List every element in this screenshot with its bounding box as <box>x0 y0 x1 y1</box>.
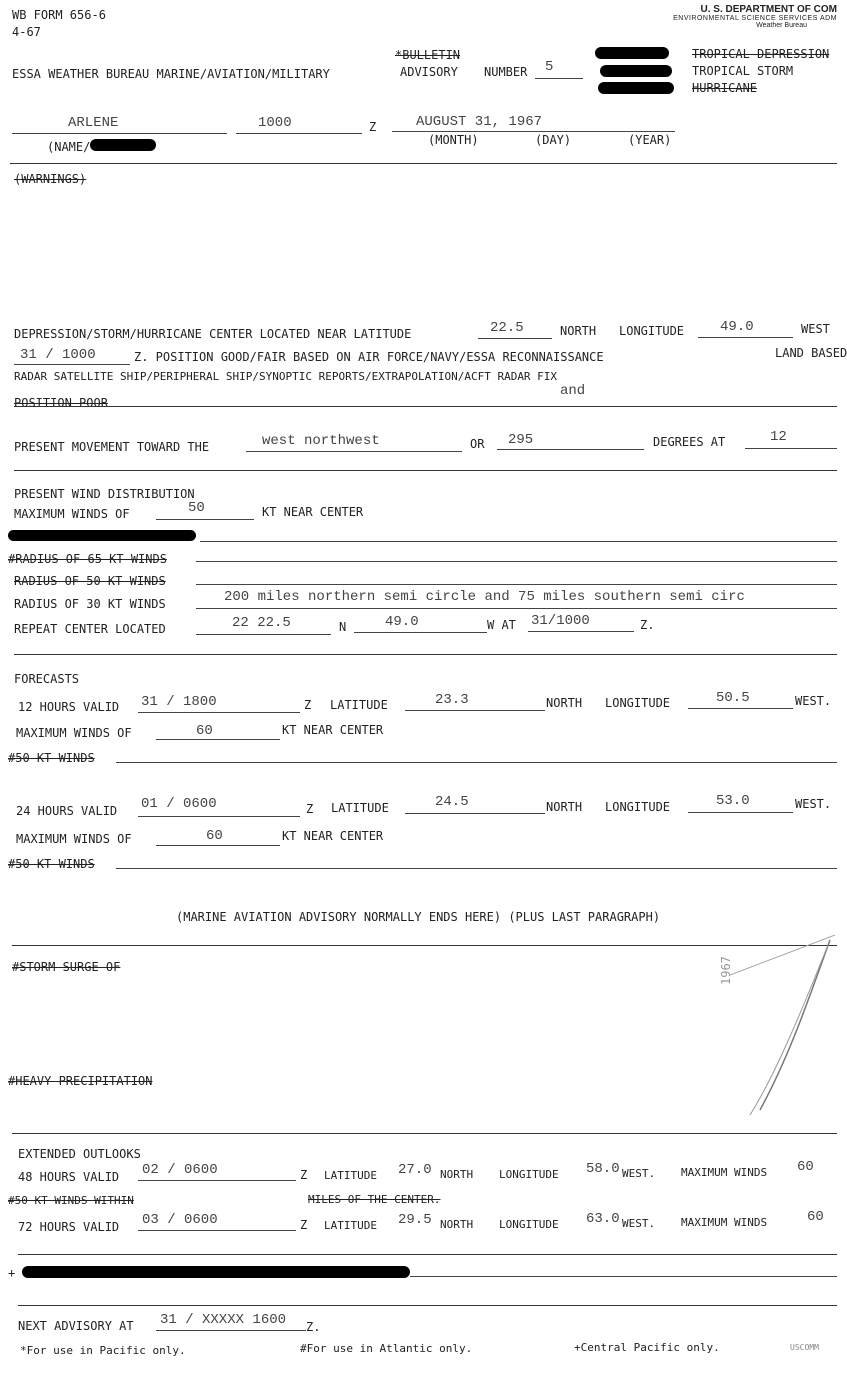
month-label: (MONTH) <box>428 133 479 147</box>
kt-near-center: KT NEAR CENTER <box>282 829 384 843</box>
center-datetime: 31 / 1000 <box>20 347 96 363</box>
advisory-label: ADVISORY <box>400 65 458 79</box>
center-longitude: 49.0 <box>720 319 754 335</box>
svg-text:1967: 1967 <box>719 956 733 985</box>
number-label: NUMBER <box>484 65 528 79</box>
longitude-label: LONGITUDE <box>499 1168 559 1181</box>
max-winds-value: 50 <box>188 500 205 516</box>
z-label: Z <box>300 1168 308 1182</box>
west-label: WEST. <box>622 1217 656 1230</box>
z-label: Z. <box>640 618 655 632</box>
kt-near-center: KT NEAR CENTER <box>282 723 384 737</box>
footnote-central-pacific: +Central Pacific only. <box>574 1341 720 1354</box>
advisory-time: 1000 <box>258 115 292 131</box>
type-depression: TROPICAL DEPRESSION <box>692 47 830 61</box>
repeat-center-label: REPEAT CENTER LOCATED <box>14 622 166 636</box>
advisory-number: 5 <box>545 59 554 75</box>
latitude-label: LATITUDE <box>330 698 388 712</box>
o48-max-winds: 60 <box>797 1159 814 1175</box>
latitude-label: LATITUDE <box>324 1169 377 1182</box>
n-label: N <box>339 620 347 634</box>
z-label: Z <box>304 698 312 712</box>
f12-label: 12 HOURS VALID <box>18 700 120 714</box>
o72-label: 72 HOURS VALID <box>18 1220 120 1234</box>
movement-label: PRESENT MOVEMENT TOWARD THE <box>14 440 210 454</box>
dept-line2: ENVIRONMENTAL SCIENCE SERVICES ADM <box>673 15 837 22</box>
f12-max-winds: 60 <box>196 723 213 739</box>
latitude-label: LATITUDE <box>324 1219 377 1232</box>
center-location-label: DEPRESSION/STORM/HURRICANE CENTER LOCATED NEAR LATITUDE <box>14 327 412 341</box>
forecasts-title: FORECASTS <box>14 672 80 686</box>
repeat-datetime: 31/1000 <box>531 613 590 629</box>
kt-near-center: KT NEAR CENTER <box>262 505 364 519</box>
repeat-latitude: 22 22.5 <box>232 615 291 631</box>
north-label: NORTH <box>546 800 583 814</box>
radius-50-label: RADIUS OF 50 KT WINDS <box>14 574 166 588</box>
north-label: NORTH <box>440 1168 474 1181</box>
bureau-line: ESSA WEATHER BUREAU MARINE/AVIATION/MILITARY <box>12 67 330 81</box>
north-label: NORTH <box>440 1218 474 1231</box>
max-winds-label: MAXIMUM WINDS <box>681 1216 768 1229</box>
max-winds-label: MAXIMUM WINDS <box>681 1166 768 1179</box>
storm-name: ARLENE <box>68 115 119 131</box>
department-header <box>673 4 837 29</box>
o72-max-winds: 60 <box>807 1209 824 1225</box>
f24-winds-label: #50 KT WINDS <box>8 857 95 871</box>
land-based-label: LAND BASED <box>775 346 847 360</box>
extended-title: EXTENDED OUTLOOKS <box>18 1147 141 1161</box>
west-label: WEST <box>801 322 830 336</box>
latitude-label: LATITUDE <box>331 801 389 815</box>
type-hurricane: HURRICANE <box>692 81 758 95</box>
or-label: OR <box>470 437 485 451</box>
redaction <box>595 47 669 59</box>
warnings-label: (WARNINGS) <box>14 172 87 186</box>
next-advisory-label: NEXT ADVISORY AT <box>18 1319 134 1333</box>
miles-of-center-label: MILES OF THE CENTER. <box>308 1193 441 1206</box>
day-label: (DAY) <box>535 133 572 147</box>
handwritten-marks <box>690 935 837 1120</box>
dept-line3: Weather Bureau <box>756 22 807 29</box>
dept-line1: U. S. DEPARTMENT OF COM <box>700 4 837 15</box>
o48-latitude: 27.0 <box>398 1162 432 1178</box>
longitude-label: LONGITUDE <box>619 324 685 338</box>
plus-marker: + <box>8 1266 16 1280</box>
z-label: Z <box>369 120 377 134</box>
redaction <box>598 82 674 94</box>
form-id: WB FORM 656-6 <box>12 8 106 22</box>
type-storm: TROPICAL STORM <box>692 64 794 78</box>
f12-datetime: 31 / 1800 <box>141 694 217 710</box>
radius-30-label: RADIUS OF 30 KT WINDS <box>14 597 166 611</box>
longitude-label: LONGITUDE <box>499 1218 559 1231</box>
z-label: Z. <box>306 1320 321 1334</box>
radius-30-value: 200 miles northern semi circle and 75 miles southern semi circ <box>224 589 745 605</box>
f24-label: 24 HOURS VALID <box>16 804 118 818</box>
position-sources: RADAR SATELLITE SHIP/PERIPHERAL SHIP/SYNOPTIC REPORTS/EXTRAPOLATION/ACFT RADAR FIX <box>14 370 558 383</box>
f24-max-winds: 60 <box>206 828 223 844</box>
o72-longitude: 63.0 <box>586 1211 620 1227</box>
f24-datetime: 01 / 0600 <box>141 796 217 812</box>
wind-distribution-label: PRESENT WIND DISTRIBUTION <box>14 487 195 501</box>
movement-direction: west northwest <box>262 433 380 449</box>
position-poor: POSITION POOR <box>14 396 108 410</box>
o48-datetime: 02 / 0600 <box>142 1162 218 1178</box>
footnote-atlantic: #For use in Atlantic only. <box>300 1342 473 1355</box>
redaction <box>600 65 672 77</box>
west-label: WEST. <box>795 694 832 708</box>
z-label: Z <box>300 1218 308 1232</box>
f24-latitude: 24.5 <box>435 794 469 810</box>
movement-speed: 12 <box>770 429 787 445</box>
repeat-longitude: 49.0 <box>385 614 419 630</box>
north-label: NORTH <box>560 324 597 338</box>
marine-note: (MARINE AVIATION ADVISORY NORMALLY ENDS HERE) (PLUS LAST PARAGRAPH) <box>176 910 661 924</box>
o48-longitude: 58.0 <box>586 1161 620 1177</box>
f12-longitude: 50.5 <box>716 690 750 706</box>
o72-datetime: 03 / 0600 <box>142 1212 218 1228</box>
f12-latitude: 23.3 <box>435 692 469 708</box>
position-basis: Z. POSITION GOOD/FAIR BASED ON AIR FORCE/NAVY/ESSA RECONNAISSANCE <box>134 350 604 364</box>
footnote-pacific: *For use in Pacific only. <box>20 1344 186 1357</box>
degrees-at-label: DEGREES AT <box>653 435 726 449</box>
year-label: (YEAR) <box>628 133 672 147</box>
max-winds-label: MAXIMUM WINDS OF <box>16 832 132 846</box>
uscomm-code: USCOMM <box>790 1343 819 1352</box>
west-label: WEST. <box>795 797 832 811</box>
redaction <box>22 1266 410 1278</box>
name-label: (NAME/ <box>47 140 91 154</box>
advisory-date: AUGUST 31, 1967 <box>416 114 543 130</box>
f24-longitude: 53.0 <box>716 793 750 809</box>
winds-within-label: #50 KT WINDS WITHIN <box>8 1194 134 1207</box>
radius-65-label: #RADIUS OF 65 KT WINDS <box>8 552 167 566</box>
bulletin-label: *BULLETIN <box>395 48 461 62</box>
z-label: Z <box>306 802 314 816</box>
f12-winds-label: #50 KT WINDS <box>8 751 95 765</box>
west-label: WEST. <box>622 1167 656 1180</box>
o72-latitude: 29.5 <box>398 1212 432 1228</box>
max-winds-label: MAXIMUM WINDS OF <box>16 726 132 740</box>
next-advisory-time: 31 / XXXXX 1600 <box>160 1312 287 1328</box>
w-at-label: W AT <box>487 618 516 632</box>
redaction <box>90 139 156 151</box>
form-date: 4-67 <box>12 25 41 39</box>
storm-surge-label: #STORM SURGE OF <box>12 960 121 974</box>
and-note: and <box>560 383 586 399</box>
movement-degrees: 295 <box>508 432 534 448</box>
o48-label: 48 HOURS VALID <box>18 1170 120 1184</box>
heavy-precipitation-label: #HEAVY PRECIPITATION <box>8 1074 153 1088</box>
longitude-label: LONGITUDE <box>605 696 671 710</box>
center-latitude: 22.5 <box>490 320 524 336</box>
redaction <box>8 530 196 541</box>
north-label: NORTH <box>546 696 583 710</box>
longitude-label: LONGITUDE <box>605 800 671 814</box>
max-winds-label: MAXIMUM WINDS OF <box>14 507 130 521</box>
